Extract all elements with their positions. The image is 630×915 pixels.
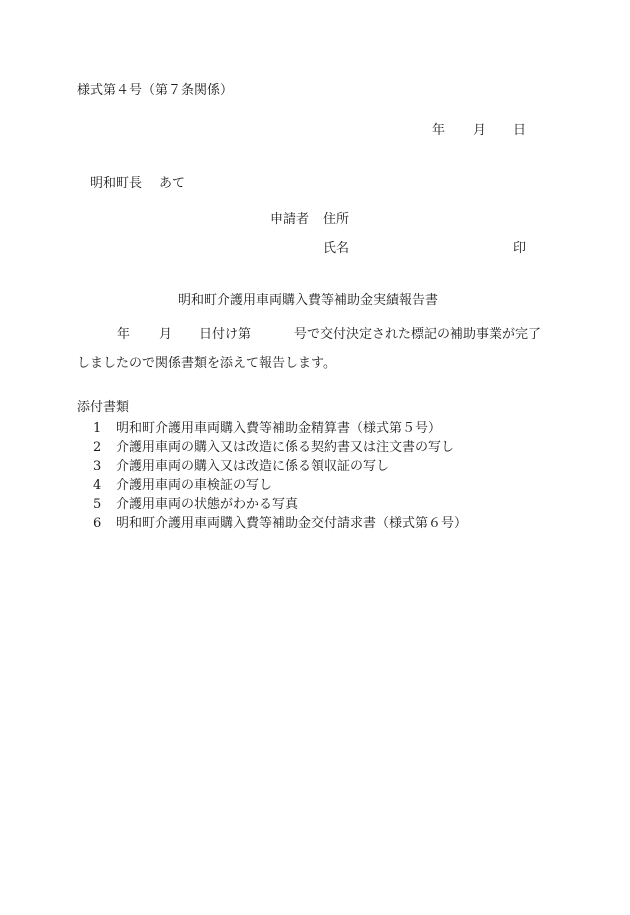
- attachments-heading: 添付書類: [77, 400, 130, 415]
- form-number: 様式第４号（第７条関係）: [77, 83, 234, 98]
- attachment-number: 3: [93, 459, 102, 474]
- date-year-label: 年: [432, 123, 446, 138]
- seal-mark: 印: [513, 241, 527, 256]
- body-year-label: 年: [117, 327, 131, 342]
- attachment-text: 介護用車両の車検証の写し: [116, 478, 273, 493]
- body-line2-text: しましたので関係書類を添えて報告します。: [77, 356, 336, 371]
- attachment-number: 5: [93, 497, 102, 512]
- addressee-name: 明和町長: [90, 176, 143, 191]
- attachment-number: 4: [93, 478, 102, 493]
- attachment-text: 介護用車両の購入又は改造に係る領収証の写し: [116, 459, 390, 474]
- attachment-text: 介護用車両の状態がわかる写真: [116, 497, 299, 512]
- attachment-number: 6: [93, 516, 102, 531]
- address-label: 住所: [323, 212, 350, 227]
- name-label: 氏名: [323, 241, 350, 256]
- body-date-number-label: 日付け第: [199, 327, 252, 342]
- body-line1-text: 号で交付決定された標記の補助事業が完了: [294, 327, 542, 342]
- attachment-number: 1: [93, 421, 102, 436]
- attachment-text: 明和町介護用車両購入費等補助金精算書（様式第５号）: [116, 421, 442, 436]
- body-month-label: 月: [159, 327, 173, 342]
- date-month-label: 月: [473, 123, 487, 138]
- attachment-number: 2: [93, 440, 102, 455]
- attachment-text: 介護用車両の購入又は改造に係る契約書又は注文書の写し: [116, 440, 455, 455]
- document-title: 明和町介護用車両購入費等補助金実績報告書: [178, 293, 439, 308]
- applicant-label: 申請者: [270, 212, 310, 227]
- attachment-text: 明和町介護用車両購入費等補助金交付請求書（様式第６号）: [116, 516, 468, 531]
- date-day-label: 日: [513, 123, 527, 138]
- addressee-honorific: あて: [159, 176, 186, 191]
